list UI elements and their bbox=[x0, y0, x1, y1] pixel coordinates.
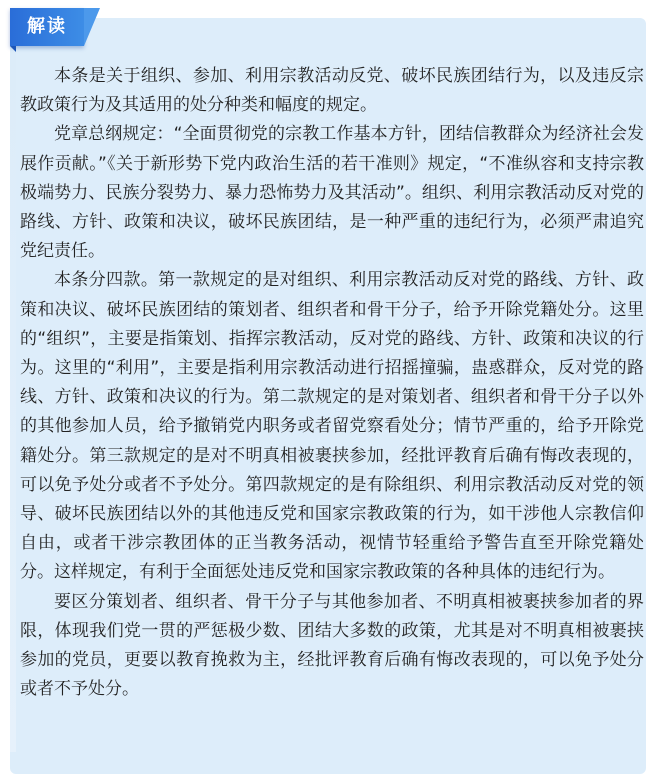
section-header-tab bbox=[10, 8, 84, 46]
paragraph-four-clauses: 本条分四款。第一款规定的是对组织、利用宗教活动反对党的路线、方针、政策和决议、破坏民族团结的策划者、组织者和骨干分子，给予开除党籍处分。这里的“组织”，主要是指策划、指挥宗教活动，反对党的路线、方针、政策和决议的行为。这里的“利用”，主要是指利用宗教活动进行招摇撞骗，蛊惑群众，反对党的路线、方针、政策和决议的行为。第二款规定的是对策划者、组织者和骨干分子以外的其他参加人员，给予撤销党内职务或者留党察看处分；情节严重的，给予开除党籍处分。第三款规定的是对不明真相被裹挟参加，经批评教育后确有悔改表现的，可以免予处分或者不予处分。第四款规定的是有除组织、利用宗教活动反对党的领导、破坏民族团结以外的其他违反党和国家宗教政策的行为，如干涉他人宗教信仰自由，或者干涉宗教团体的正当教务活动，视情节轻重给予警告直至开除党籍处分。这样规定，有利于全面惩处违反党和国家宗教政策的各种具体的违纪行为。 bbox=[20, 270, 644, 583]
tab-fold-decoration bbox=[10, 46, 16, 52]
paragraph-intro: 本条是关于组织、参加、利用宗教活动反党、破坏民族团结行为，以及违反宗教政策行为及其适用的处分种类和幅度的规定。 bbox=[20, 66, 644, 116]
article-body bbox=[20, 62, 644, 704]
paragraph-distinction: 要区分策划者、组织者、骨干分子与其他参加者、不明真相被裹挟参加者的界限，体现我们党一贯的严惩极少数、团结大多数的政策，尤其是对不明真相被裹挟参加的党员，更要以教育挽救为主，经批评教育后确有悔改表现的，可以免予处分或者不予处分。 bbox=[20, 591, 644, 700]
section-title: 解读 bbox=[27, 16, 67, 37]
tab-tail-decoration bbox=[84, 8, 100, 46]
paragraph-party-constitution: 党章总纲规定：“全面贯彻党的宗教工作基本方针，团结信教群众为经济社会发展作贡献。”《关于新形势下党内政治生活的若干准则》规定，“不准纵容和支持宗教极端势力、民族分裂势力、暴力恐怖势力及其活动”。组织、利用宗教活动反对党的路线、方针、政策和决议，破坏民族团结，是一种严重的违纪行为，必须严肃追究党纪责任。 bbox=[20, 124, 644, 262]
